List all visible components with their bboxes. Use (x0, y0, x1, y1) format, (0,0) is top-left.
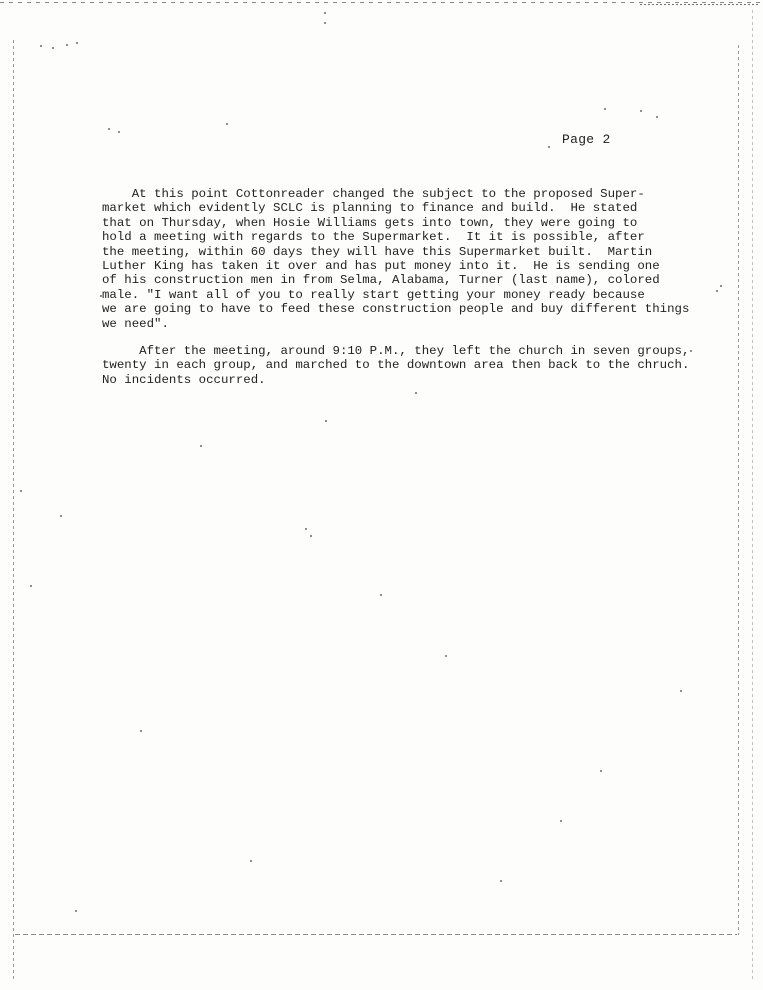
paragraph-line: After the meeting, around 9:10 P.M., they left the church in seven groups, (102, 344, 690, 358)
scan-edge-right-outer (752, 10, 753, 980)
scan-speck (415, 392, 417, 394)
scan-speck (325, 420, 327, 422)
scan-speck (640, 110, 642, 112)
scan-speck (52, 47, 54, 49)
paragraph-line: hold a meeting with regards to the Supermarket. It it is possible, after (102, 230, 645, 245)
paragraph-line: we are going to have to feed these construction people and buy different things (102, 302, 690, 317)
scan-speck (76, 42, 78, 44)
paragraph-line: Luther King has taken it over and has put money into it. He is sending one (102, 259, 660, 274)
scan-speck (716, 290, 718, 292)
scan-speck (548, 146, 550, 148)
scan-speck (60, 515, 62, 517)
paragraph-line: At this point Cottonreader changed the subject to the proposed Super- (102, 187, 645, 201)
paragraph-line: No incidents occurred. (102, 372, 266, 387)
paragraph-line: market which evidently SCLC is planning to finance and build. He stated (102, 201, 638, 216)
paragraph-2 (102, 344, 690, 387)
scan-speck (720, 285, 722, 287)
scan-speck (108, 128, 110, 130)
scan-speck (20, 490, 22, 492)
paragraph-line: of his construction men in from Selma, Alabama, Turner (last name), colored (102, 273, 660, 288)
scan-speck (305, 528, 307, 530)
scan-speck (445, 655, 447, 657)
scan-speck (324, 22, 326, 24)
scan-speck (140, 730, 142, 732)
scan-speck (66, 44, 68, 46)
scan-speck (200, 445, 202, 447)
scan-edge-right (738, 45, 739, 935)
paragraph-line: twenty in each group, and marched to the downtown area then back to the chruch. (102, 358, 690, 373)
paragraph-1 (102, 187, 690, 331)
paragraph-line: male. "I want all of you to really start getting your money ready because (102, 287, 645, 302)
scan-speck (324, 12, 326, 14)
scan-speck (680, 690, 682, 692)
scan-speck (30, 585, 32, 587)
scan-speck (380, 594, 382, 596)
scan-speck (656, 116, 658, 118)
scan-speck (310, 535, 312, 537)
scan-edge-top-right (640, 4, 760, 5)
scan-speck (75, 910, 77, 912)
scan-speck (600, 770, 602, 772)
scan-edge-top (0, 2, 763, 3)
page-number: Page 2 (562, 132, 611, 147)
scan-speck (690, 350, 692, 352)
scan-speck (250, 860, 252, 862)
scan-speck (118, 131, 120, 133)
scan-edge-left (13, 40, 14, 980)
paragraph-line: we need". (102, 316, 169, 331)
scan-speck (560, 820, 562, 822)
scan-speck (226, 123, 228, 125)
scan-speck (604, 108, 606, 110)
paragraph-line: that on Thursday, when Hosie Williams gets into town, they were going to (102, 215, 638, 230)
scan-speck (500, 880, 502, 882)
scan-edge-bottom (15, 934, 737, 935)
scan-speck (40, 45, 42, 47)
paragraph-line: the meeting, within 60 days they will have this Supermarket built. Martin (102, 244, 653, 259)
